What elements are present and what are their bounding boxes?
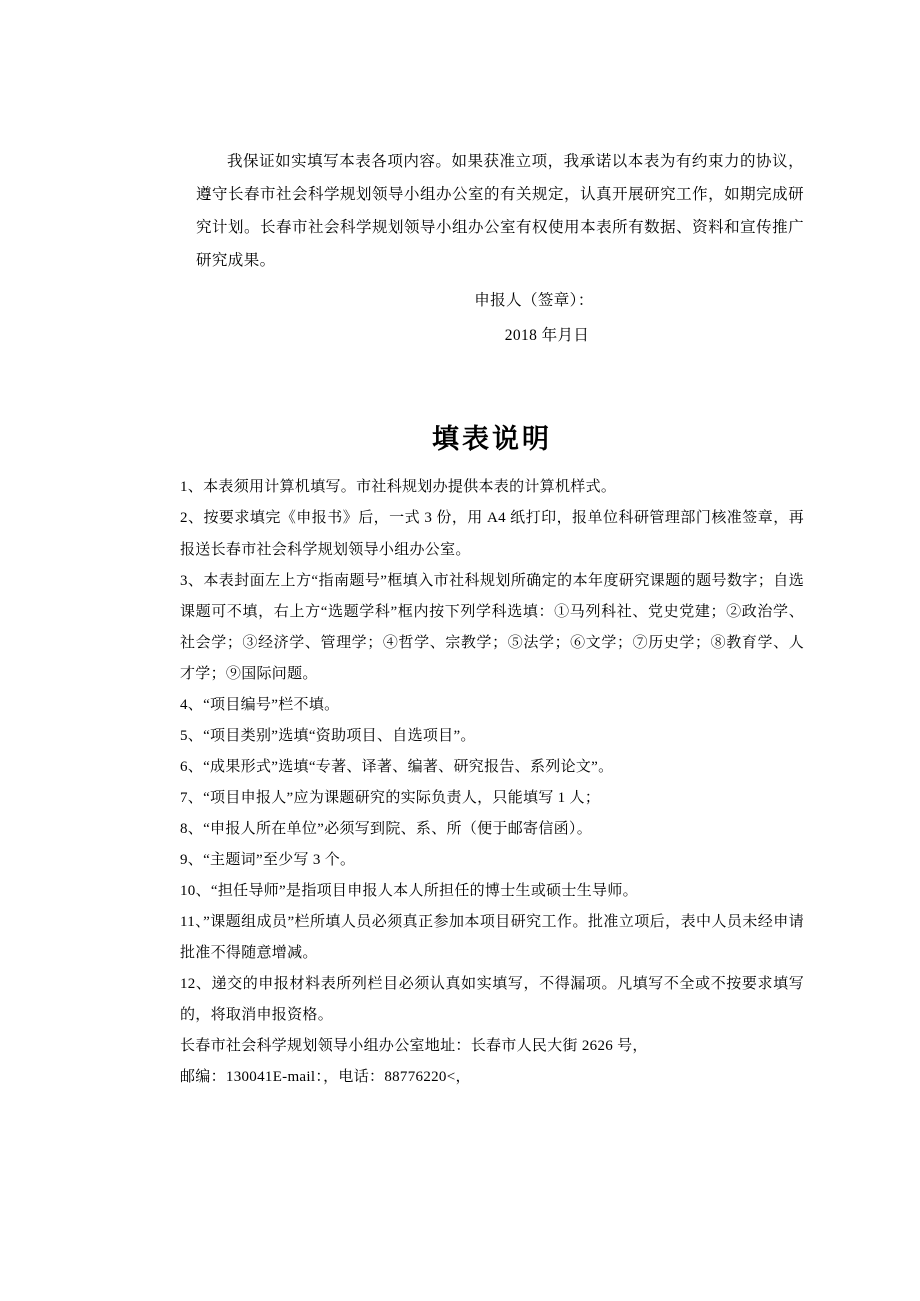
instruction-item-5: 5、“项目类别”选填“资助项目、自选项目”。 [180, 727, 476, 744]
instructions-list [180, 472, 804, 1031]
instruction-item-10: 10、“担任导师”是指项目申报人本人所担任的博士生或硕士生导师。 [180, 883, 638, 900]
date-line: 2018 年月日 [504, 327, 590, 345]
document-content [180, 146, 804, 1093]
contact-info-line: 邮编：130041E-mail：，电话：88776220<， [180, 1069, 471, 1086]
pledge-paragraph: 我保证如实填写本表各项内容。如果获准立项，我承诺以本表为有约束力的协议，遵守长春市社会科学规划领导小组办公室的有关规定，认真开展研究工作，如期完成研究计划。长春市社会科学规划领导小组办公室有权使用本表所有数据、资料和宣传推广研究成果。 [196, 153, 804, 269]
office-address-line: 长春市社会科学规划领导小组办公室地址：长春市人民大街 2626 号， [180, 1038, 648, 1055]
instruction-item-9: 9、“主题词”至少写 3 个。 [180, 852, 356, 868]
applicant-signature-label: 申报人（签章）： [474, 292, 594, 310]
instruction-item-12: 12、递交的申报材料表所列栏目必须认真如实填写，不得漏项。凡填写不全或不按要求填写的，将取消申报资格。 [180, 976, 804, 1024]
instruction-item-8: 8、“申报人所在单位”必须写到院、系、所（便于邮寄信函）。 [180, 820, 593, 837]
instruction-item-6: 6、“成果形式”选填“专著、译著、编著、研究报告、系列论文”。 [180, 758, 614, 775]
instruction-item-7: 7、“项目申报人”应为课题研究的实际负责人，只能填写 1 人； [180, 789, 601, 806]
instruction-item-4: 4、“项目编号”栏不填。 [180, 696, 340, 713]
instruction-item-3: 3、本表封面左上方“指南题号”框填入市社科规划所确定的本年度研究课题的题号数字；自选课题可不填，右上方“选题学科”框内按下列学科选填：①马列科社、党史党建；②政治学、社会学；③经济学、管理学；④哲学、宗教学；⑤法学；⑥文学；⑦历史学；⑧教育学、人才学；⑨国际问题。 [180, 572, 804, 682]
instruction-item-2: 2、按要求填完《申报书》后，一式 3 份，用 A4 纸打印，报单位科研管理部门核准签章，再报送长春市社会科学规划领导小组办公室。 [180, 510, 804, 558]
section-heading-form-instructions: 填表说明 [432, 424, 552, 455]
instruction-item-1: 1、本表须用计算机填写。市社科规划办提供本表的计算机样式。 [180, 479, 617, 496]
instruction-item-11: 11、”课题组成员”栏所填人员必须真正参加本项目研究工作。批准立项后，表中人员未经申请批准不得随意增减。 [180, 914, 804, 962]
